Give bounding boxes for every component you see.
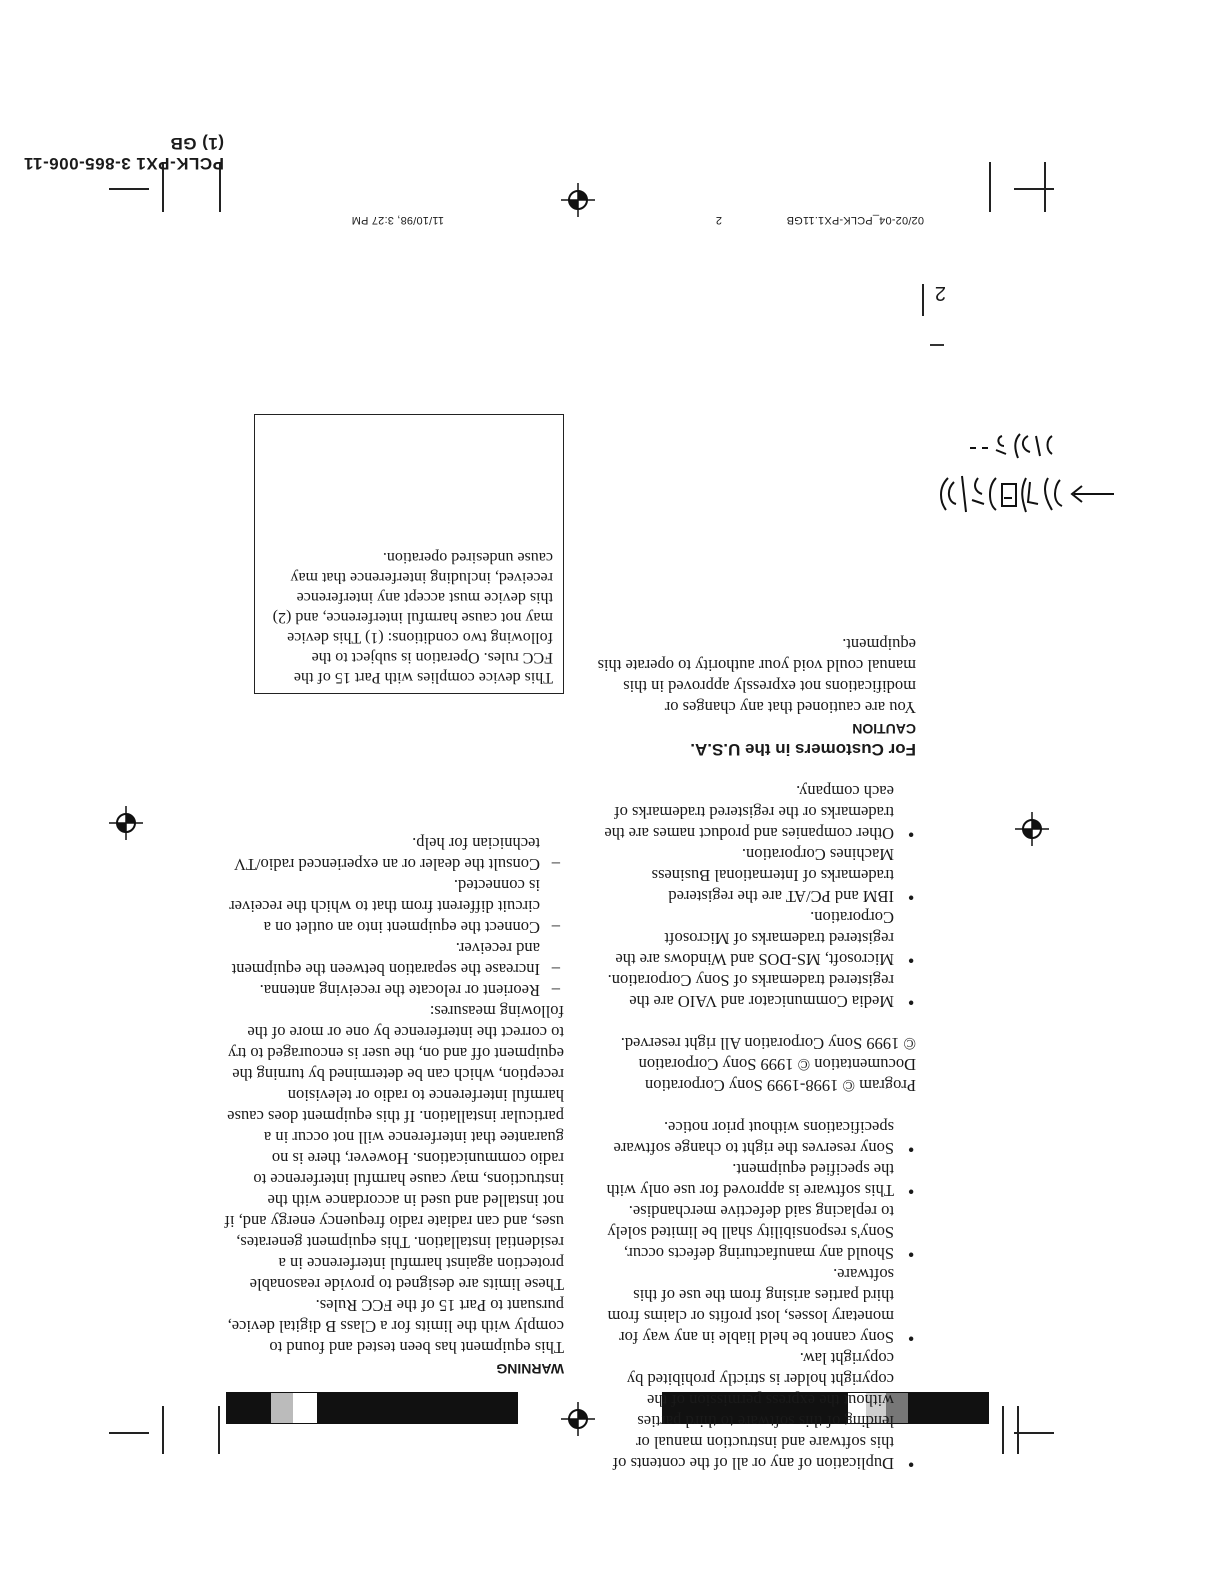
- crop-mark: [1002, 1406, 1004, 1454]
- section-heading: For Customers in the U.S.A.: [690, 740, 916, 759]
- list-item: • IBM and PC/AT are the registered trademarks of International Business Machines Corporation.: [591, 844, 916, 907]
- crop-mark: [989, 162, 991, 212]
- warning-heading: WARNING: [496, 1361, 564, 1377]
- warning-paragraph: These limits are designed to provide reasonable protection against harmful interference in a residential installation. This equipment generates, uses, and can radiate radio frequency energy and, if not installed and used in accordance with the instructions, may cause harmful interference to radio communications. However, there is no guarantee that interference will not occur in a particular installation. If this equipment does cause harmful interference to radio or television reception, which can be determined by turning the equipment off and on, the user is encouraged to try to correct the interference by one or more of the following measures:: [224, 1002, 564, 1294]
- copyright-line: © 1999 Sony Corporation All right reserved.: [620, 1034, 916, 1053]
- list-item: • Sony cannot be held liable in any way for monetary losses, lost profits or claims from third parties arising from the use of this software.: [591, 1264, 916, 1348]
- copyright-line: Documentation © 1999 Sony Corporation: [638, 1055, 916, 1074]
- fcc-notice-box: [254, 414, 564, 694]
- caution-text: You are cautioned that any changes or modifications not expressly approved in this manual could void your authority to operate this equipment.: [597, 635, 916, 717]
- page-number: 2: [934, 282, 946, 304]
- list-item: • Microsoft, MS-DOS and Windows are the registered trademarks of Microsoft Corporation.: [591, 907, 916, 970]
- crop-mark: [109, 1432, 149, 1434]
- copyright-line: Program © 1998-1999 Sony Corporation: [644, 1076, 916, 1095]
- crop-mark: [218, 1406, 220, 1454]
- list-item: • Sony reserves the right to change software specifications without prior notice.: [591, 1117, 916, 1159]
- left-column: [591, 634, 916, 1474]
- crop-mark: [1017, 1406, 1019, 1454]
- registration-mark-icon: [109, 806, 143, 840]
- crop-mark: [1014, 1432, 1054, 1434]
- margin-mark: [930, 344, 944, 346]
- crop-mark: [162, 1406, 164, 1454]
- fcc-notice-text: This device complies with Part 15 of the FCC rules. Operation is subject to the following two conditions: (1) This device may not cause harmful interference, and (2) this device must accept any interference received, including interference that may cause undesired operation.: [272, 549, 553, 686]
- crop-mark: [1014, 188, 1054, 190]
- header-model-code: PCLK-PX1 3-865-006-11 (1) GB: [23, 134, 224, 173]
- list-item: • Duplication of any or all of the contents of this software and instruction manual or lending of this software to third parties without the express permission of the copyright holder is strictly prohibited by copyright law.: [591, 1348, 916, 1474]
- header-timestamp: 11/10/98, 3:27 PM: [351, 214, 444, 226]
- registration-mark-icon: [561, 183, 595, 217]
- handwritten-note: [902, 414, 1122, 524]
- list-item: – Connect the equipment into an outlet on a circuit different from that to which the receiver is connected.: [224, 875, 564, 938]
- header-filename: 02/02-04_PCLK-PX1.11GB: [786, 214, 924, 226]
- list-item: – Increase the separation between the equipment and receiver.: [224, 938, 564, 980]
- list-item: • Should any manufacturing defects occur, Sony's responsibility shall be limited solely to replacing said defective merchandise.: [591, 1201, 916, 1264]
- list-item: • Other companies and product names are the trademarks or the registered trademarks of each company.: [591, 781, 916, 844]
- header-page-small: 2: [715, 214, 722, 226]
- list-item: • Media Communicator and VAIO are the registered trademarks of Sony Corporation.: [591, 970, 916, 1012]
- list-item: – Consult the dealer or an experienced radio/TV technician for help.: [224, 833, 564, 875]
- right-column: [224, 833, 564, 1379]
- registration-mark-icon: [561, 1402, 595, 1436]
- warning-paragraph: This equipment has been tested and found to comply with the limits for a Class B digital device, pursuant to Part 15 of the FCC Rules.: [227, 1296, 564, 1357]
- list-item: • This software is approved for use only with the specified equipment.: [591, 1159, 916, 1201]
- crop-mark: [1044, 162, 1046, 212]
- registration-mark-icon: [1015, 812, 1049, 846]
- list-item: – Reorient or relocate the receiving antenna.: [224, 980, 564, 1001]
- crop-mark: [109, 188, 149, 190]
- caution-heading: CAUTION: [852, 721, 916, 737]
- color-bar-right: [226, 1392, 518, 1424]
- page-number-rule: [922, 284, 924, 316]
